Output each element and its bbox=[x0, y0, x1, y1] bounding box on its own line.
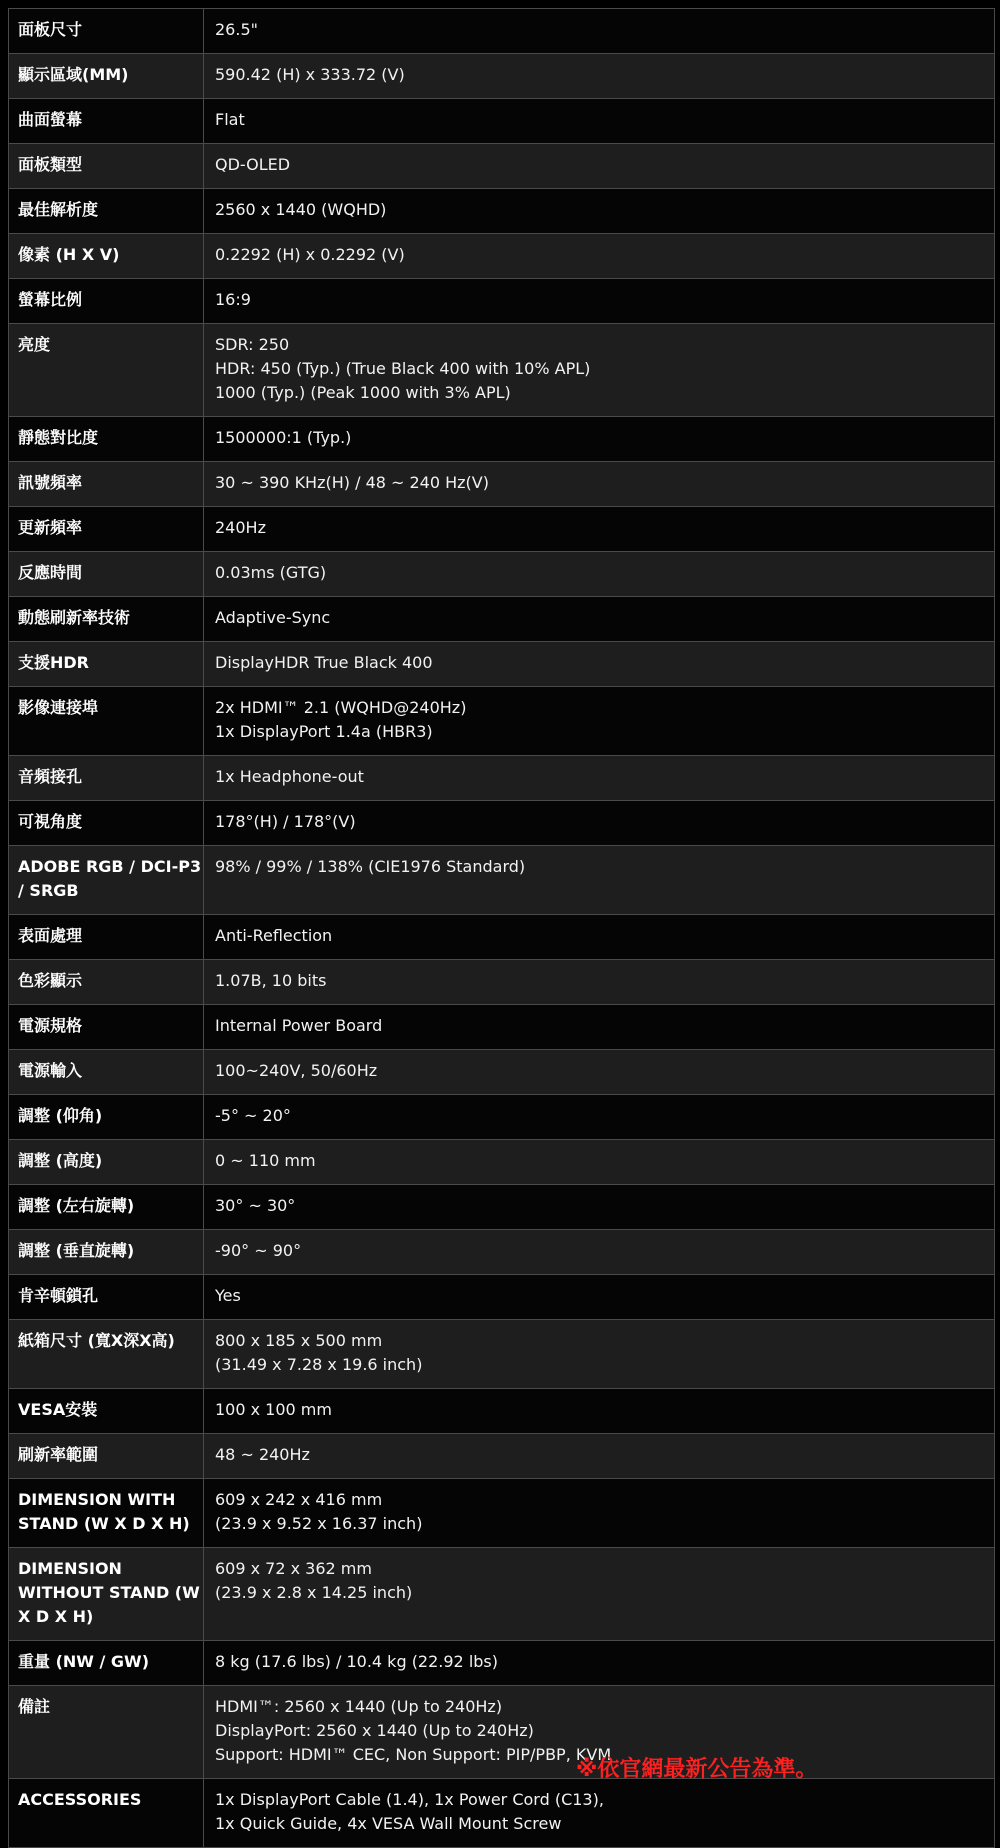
spec-value bbox=[204, 552, 995, 597]
spec-row bbox=[9, 189, 995, 234]
spec-label-line: STAND (W X D X H) bbox=[18, 1514, 190, 1533]
spec-row bbox=[9, 1230, 995, 1275]
spec-row bbox=[9, 1479, 995, 1548]
spec-value bbox=[204, 462, 995, 507]
spec-value bbox=[204, 801, 995, 846]
spec-value bbox=[204, 756, 995, 801]
spec-value-line: 100~240V, 50/60Hz bbox=[215, 1061, 378, 1080]
spec-label bbox=[9, 1548, 204, 1641]
spec-label: 動態刷新率技術 bbox=[9, 597, 204, 642]
spec-value-line: Adaptive-Sync bbox=[215, 608, 331, 627]
spec-row bbox=[9, 234, 995, 279]
spec-table bbox=[8, 8, 995, 1848]
spec-value-line: QD-OLED bbox=[215, 155, 291, 174]
spec-value bbox=[204, 1389, 995, 1434]
spec-row bbox=[9, 687, 995, 756]
spec-label: 調整 (左右旋轉) bbox=[9, 1185, 204, 1230]
spec-value-line: HDMI™: 2560 x 1440 (Up to 240Hz) bbox=[215, 1697, 503, 1716]
spec-value-line: Internal Power Board bbox=[215, 1016, 383, 1035]
spec-row bbox=[9, 756, 995, 801]
spec-value bbox=[204, 1050, 995, 1095]
spec-value bbox=[204, 1641, 995, 1686]
spec-value-line: (31.49 x 7.28 x 19.6 inch) bbox=[215, 1355, 423, 1374]
spec-value-line: 0 ~ 110 mm bbox=[215, 1151, 316, 1170]
spec-value-line: 590.42 (H) x 333.72 (V) bbox=[215, 65, 405, 84]
spec-label: 調整 (仰角) bbox=[9, 1095, 204, 1140]
spec-value-line: 0.2292 (H) x 0.2292 (V) bbox=[215, 245, 405, 264]
spec-value-line: (23.9 x 9.52 x 16.37 inch) bbox=[215, 1514, 423, 1533]
spec-label: 調整 (垂直旋轉) bbox=[9, 1230, 204, 1275]
spec-value bbox=[204, 1140, 995, 1185]
spec-row bbox=[9, 9, 995, 54]
spec-label: ACCESSORIES bbox=[9, 1779, 204, 1848]
spec-value bbox=[204, 1548, 995, 1641]
spec-value bbox=[204, 54, 995, 99]
spec-label: 亮度 bbox=[9, 324, 204, 417]
spec-label: 反應時間 bbox=[9, 552, 204, 597]
spec-row bbox=[9, 324, 995, 417]
spec-value-line: 16:9 bbox=[215, 290, 251, 309]
spec-value-line: 8 kg (17.6 lbs) / 10.4 kg (22.92 lbs) bbox=[215, 1652, 498, 1671]
spec-label-line: WITHOUT STAND (W bbox=[18, 1583, 200, 1602]
spec-value-line: 609 x 72 x 362 mm bbox=[215, 1559, 372, 1578]
spec-value-line: 48 ~ 240Hz bbox=[215, 1445, 310, 1464]
spec-value-line: 30° ~ 30° bbox=[215, 1196, 296, 1215]
spec-value bbox=[204, 1434, 995, 1479]
spec-row bbox=[9, 1389, 995, 1434]
spec-value-line: Yes bbox=[215, 1286, 241, 1305]
spec-row bbox=[9, 1185, 995, 1230]
spec-value bbox=[204, 9, 995, 54]
spec-label: 訊號頻率 bbox=[9, 462, 204, 507]
spec-value-line: DisplayPort: 2560 x 1440 (Up to 240Hz) bbox=[215, 1721, 534, 1740]
spec-row bbox=[9, 1434, 995, 1479]
spec-label: 面板尺寸 bbox=[9, 9, 204, 54]
spec-value-line: 1500000:1 (Typ.) bbox=[215, 428, 352, 447]
spec-value-line: 30 ~ 390 KHz(H) / 48 ~ 240 Hz(V) bbox=[215, 473, 489, 492]
spec-value-line: 178°(H) / 178°(V) bbox=[215, 812, 356, 831]
spec-label: 調整 (高度) bbox=[9, 1140, 204, 1185]
spec-value-line: 0.03ms (GTG) bbox=[215, 563, 327, 582]
spec-row bbox=[9, 915, 995, 960]
spec-row bbox=[9, 1548, 995, 1641]
spec-value bbox=[204, 846, 995, 915]
spec-row bbox=[9, 1641, 995, 1686]
spec-value bbox=[204, 687, 995, 756]
spec-value-line: (23.9 x 2.8 x 14.25 inch) bbox=[215, 1583, 413, 1602]
spec-label: 支援HDR bbox=[9, 642, 204, 687]
spec-value-line: 1x Quick Guide, 4x VESA Wall Mount Screw bbox=[215, 1814, 562, 1833]
spec-label-line: DIMENSION bbox=[18, 1559, 122, 1578]
spec-label: 螢幕比例 bbox=[9, 279, 204, 324]
spec-row bbox=[9, 417, 995, 462]
spec-value-line: 1x DisplayPort Cable (1.4), 1x Power Cord (C13), bbox=[215, 1790, 604, 1809]
spec-label: 顯示區域(MM) bbox=[9, 54, 204, 99]
spec-row bbox=[9, 279, 995, 324]
spec-value-line: DisplayHDR True Black 400 bbox=[215, 653, 433, 672]
spec-row bbox=[9, 1275, 995, 1320]
spec-label-line: X D X H) bbox=[18, 1607, 94, 1626]
spec-label: 可視角度 bbox=[9, 801, 204, 846]
spec-label: 更新頻率 bbox=[9, 507, 204, 552]
spec-value bbox=[204, 1320, 995, 1389]
spec-row bbox=[9, 54, 995, 99]
spec-row bbox=[9, 846, 995, 915]
spec-label bbox=[9, 846, 204, 915]
spec-value bbox=[204, 1479, 995, 1548]
spec-label: 面板類型 bbox=[9, 144, 204, 189]
spec-value bbox=[204, 234, 995, 279]
spec-label: 肯辛頓鎖孔 bbox=[9, 1275, 204, 1320]
spec-value-line: -5° ~ 20° bbox=[215, 1106, 291, 1125]
spec-label: 備註 bbox=[9, 1686, 204, 1779]
spec-row bbox=[9, 99, 995, 144]
spec-value-line: HDR: 450 (Typ.) (True Black 400 with 10% APL) bbox=[215, 359, 591, 378]
spec-label: 曲面螢幕 bbox=[9, 99, 204, 144]
spec-value-line: 609 x 242 x 416 mm bbox=[215, 1490, 383, 1509]
spec-row bbox=[9, 801, 995, 846]
spec-row bbox=[9, 597, 995, 642]
spec-label: 表面處理 bbox=[9, 915, 204, 960]
spec-label: 電源規格 bbox=[9, 1005, 204, 1050]
spec-value-line: Support: HDMI™ CEC, Non Support: PIP/PBP, KVM bbox=[215, 1745, 612, 1764]
spec-label: 音頻接孔 bbox=[9, 756, 204, 801]
spec-value bbox=[204, 507, 995, 552]
spec-label-line: / SRGB bbox=[18, 881, 79, 900]
spec-row bbox=[9, 1140, 995, 1185]
spec-value-line: 2x HDMI™ 2.1 (WQHD@240Hz) bbox=[215, 698, 467, 717]
notice-text: ※依官網最新公告為準。 bbox=[576, 1757, 818, 1782]
spec-row bbox=[9, 1050, 995, 1095]
spec-value-line: 1x Headphone-out bbox=[215, 767, 364, 786]
spec-value bbox=[204, 144, 995, 189]
spec-label-line: DIMENSION WITH bbox=[18, 1490, 176, 1509]
spec-label: 最佳解析度 bbox=[9, 189, 204, 234]
spec-row bbox=[9, 1686, 995, 1779]
spec-value-line: Flat bbox=[215, 110, 245, 129]
spec-label: 刷新率範圍 bbox=[9, 1434, 204, 1479]
spec-row bbox=[9, 960, 995, 1005]
spec-row bbox=[9, 642, 995, 687]
spec-value bbox=[204, 279, 995, 324]
spec-value-line: SDR: 250 bbox=[215, 335, 290, 354]
spec-label: 影像連接埠 bbox=[9, 687, 204, 756]
spec-value bbox=[204, 1185, 995, 1230]
spec-value bbox=[204, 1005, 995, 1050]
spec-value bbox=[204, 189, 995, 234]
spec-row bbox=[9, 552, 995, 597]
spec-value bbox=[204, 1275, 995, 1320]
spec-label: 色彩顯示 bbox=[9, 960, 204, 1005]
spec-value bbox=[204, 915, 995, 960]
spec-value-line: 800 x 185 x 500 mm bbox=[215, 1331, 383, 1350]
spec-value-line: 26.5" bbox=[215, 20, 258, 39]
spec-value-line: Anti-Reflection bbox=[215, 926, 333, 945]
spec-row bbox=[9, 1005, 995, 1050]
spec-value bbox=[204, 324, 995, 417]
spec-value bbox=[204, 1095, 995, 1140]
spec-value bbox=[204, 1779, 995, 1848]
spec-value bbox=[204, 99, 995, 144]
spec-row bbox=[9, 144, 995, 189]
spec-value bbox=[204, 1230, 995, 1275]
spec-label: 重量 (NW / GW) bbox=[9, 1641, 204, 1686]
spec-label: 靜態對比度 bbox=[9, 417, 204, 462]
spec-row bbox=[9, 1320, 995, 1389]
spec-label-line: ADOBE RGB / DCI-P3 bbox=[18, 857, 202, 876]
spec-row bbox=[9, 507, 995, 552]
spec-value bbox=[204, 597, 995, 642]
spec-label bbox=[9, 1479, 204, 1548]
spec-table-body bbox=[9, 9, 995, 1848]
spec-row bbox=[9, 1095, 995, 1140]
spec-row bbox=[9, 462, 995, 507]
spec-value-line: -90° ~ 90° bbox=[215, 1241, 302, 1260]
spec-label: 電源輸入 bbox=[9, 1050, 204, 1095]
spec-row bbox=[9, 1779, 995, 1848]
spec-label: 紙箱尺寸 (寬X深X高) bbox=[9, 1320, 204, 1389]
spec-label: VESA安裝 bbox=[9, 1389, 204, 1434]
spec-value-line: 2560 x 1440 (WQHD) bbox=[215, 200, 387, 219]
spec-value-line: 100 x 100 mm bbox=[215, 1400, 332, 1419]
spec-value-line: 240Hz bbox=[215, 518, 266, 537]
spec-value bbox=[204, 417, 995, 462]
spec-value-line: 1.07B, 10 bits bbox=[215, 971, 327, 990]
spec-label: 像素 (H X V) bbox=[9, 234, 204, 279]
spec-value-line: 1x DisplayPort 1.4a (HBR3) bbox=[215, 722, 433, 741]
spec-value-line: 1000 (Typ.) (Peak 1000 with 3% APL) bbox=[215, 383, 511, 402]
spec-value bbox=[204, 642, 995, 687]
spec-value-line: 98% / 99% / 138% (CIE1976 Standard) bbox=[215, 857, 526, 876]
spec-value bbox=[204, 960, 995, 1005]
